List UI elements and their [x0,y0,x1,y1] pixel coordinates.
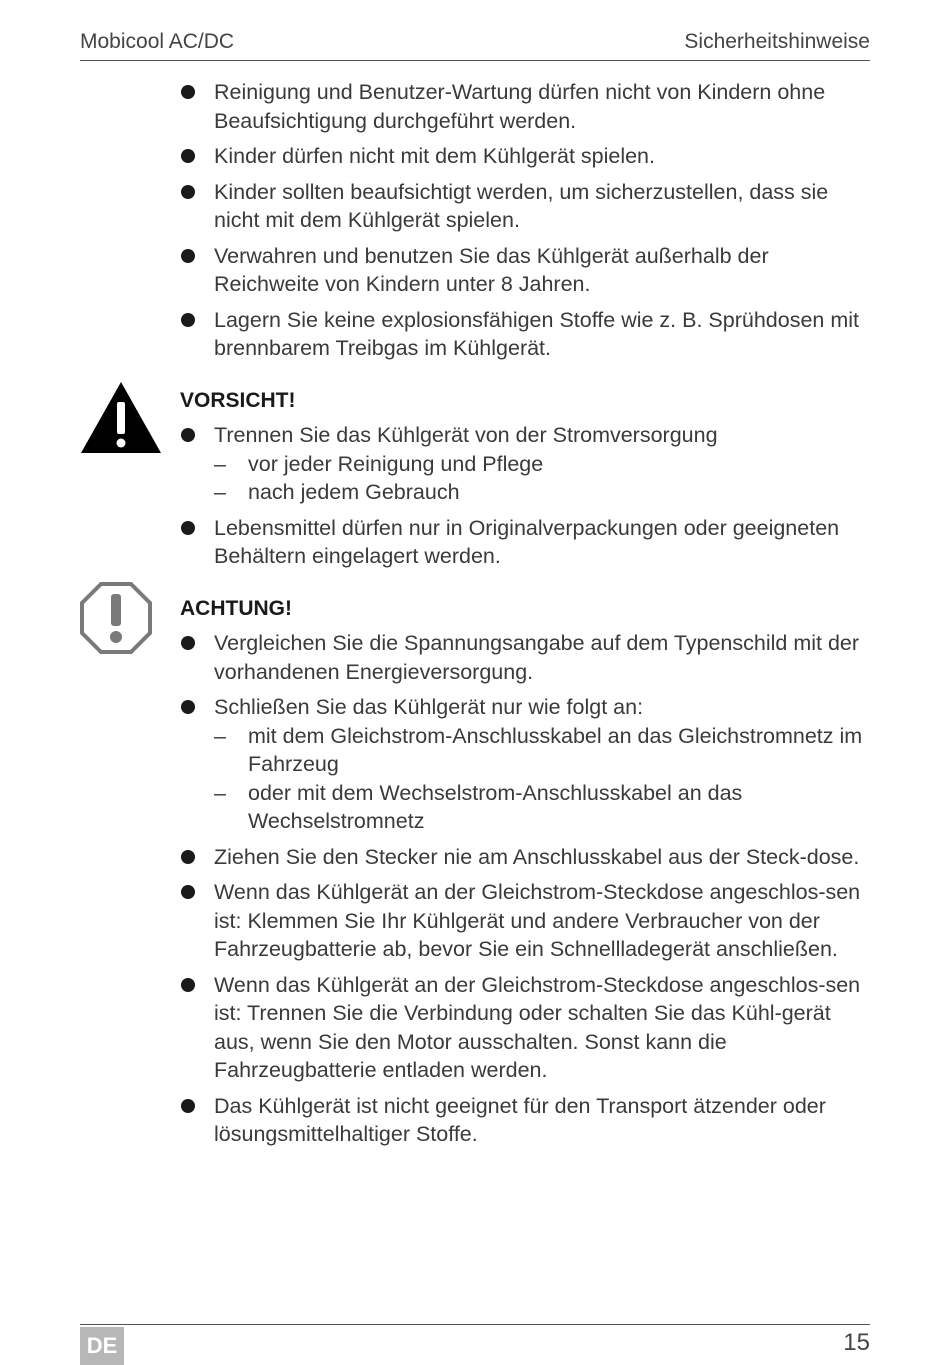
list-item: Kinder dürfen nicht mit dem Kühlgerät spielen. [180,142,872,171]
list-item: Das Kühlgerät ist nicht geeignet für den Transport ätzender oder lösungsmittelhaltiger Stoffe. [180,1092,872,1149]
page-header [80,30,870,61]
list-item: Wenn das Kühlgerät an der Gleichstrom-Steckdose angeschlos-sen ist: Trennen Sie die Verbindung oder schalten Sie das Kühl-gerät aus, wenn Sie den Motor ausschalten. Sonst kann die Fahrzeugbatterie entladen werden. [180,971,872,1085]
list-item: Verwahren und benutzen Sie das Kühlgerät außerhalb der Reichweite von Kindern unter 8 Jahren. [180,242,872,299]
bullet-icon [181,185,195,199]
section-title: Sicherheitshinweise [684,30,870,53]
page-footer [80,1324,870,1365]
bullet-icon [181,978,195,992]
list-item: Lebensmittel dürfen nur in Originalverpackungen oder geeigneten Behältern eingelagert werden. [180,514,872,571]
list-item: Trennen Sie das Kühlgerät von der Stromversorgung – vor jeder Reinigung und Pflege – nach jedem Gebrauch [180,421,872,507]
list-item: Schließen Sie das Kühlgerät nur wie folgt an: – mit dem Gleichstrom-Anschlusskabel an das Gleichstromnetz im Fahrzeug – oder mit dem Wechselstrom-Anschlusskabel an das Wechselstromnetz [180,693,872,836]
bullet-icon [181,1099,195,1113]
sub-item: – vor jeder Reinigung und Pflege [214,451,544,476]
bullet-icon [181,249,195,263]
list-item: Ziehen Sie den Stecker nie am Anschlusskabel aus der Steck-dose. [180,843,872,872]
sub-item: – nach jedem Gebrauch [214,480,460,504]
list-item: Lagern Sie keine explosionsfähigen Stoffe wie z. B. Sprühdosen mit brennbarem Treibgas im Kühlgerät. [180,306,872,363]
bullet-icon [181,885,195,899]
bullet-icon [181,313,195,327]
attention-octagon-icon [80,582,152,654]
page-number: 15 [843,1329,870,1356]
bullet-icon [181,149,195,163]
list-item: Kinder sollten beaufsichtigt werden, um sicherzustellen, dass sie nicht mit dem Kühlgerät spielen. [180,178,872,235]
bullet-icon [181,85,195,99]
sub-item: – mit dem Gleichstrom-Anschlusskabel an das Gleichstromnetz im Fahrzeug [214,723,863,776]
list-item: Vergleichen Sie die Spannungsangabe auf dem Typenschild mit der vorhandenen Energieversorgung. [180,629,872,686]
bullet-icon [181,700,195,714]
attention-heading: ACHTUNG! [180,596,292,620]
caution-heading: VORSICHT! [180,388,296,412]
list-item: Reinigung und Benutzer-Wartung dürfen nicht von Kindern ohne Beaufsichtigung durchgeführt werden. [180,78,872,135]
warning-triangle-icon [80,380,162,454]
bullet-icon [181,850,195,864]
bullet-icon [181,636,195,650]
list-item: Wenn das Kühlgerät an der Gleichstrom-Steckdose angeschlos-sen ist: Klemmen Sie Ihr Kühlgerät und andere Verbraucher von der Fahrzeugbatterie ab, bevor Sie ein Schnellladegerät anschließen. [180,878,872,964]
content [180,78,872,1156]
sub-item: – oder mit dem Wechselstrom-Anschlusskabel an das Wechselstromnetz [214,780,743,833]
product-name: Mobicool AC/DC [80,30,235,53]
bullet-icon [181,521,195,535]
bullet-icon [181,428,195,442]
language-badge: DE [80,1327,124,1365]
